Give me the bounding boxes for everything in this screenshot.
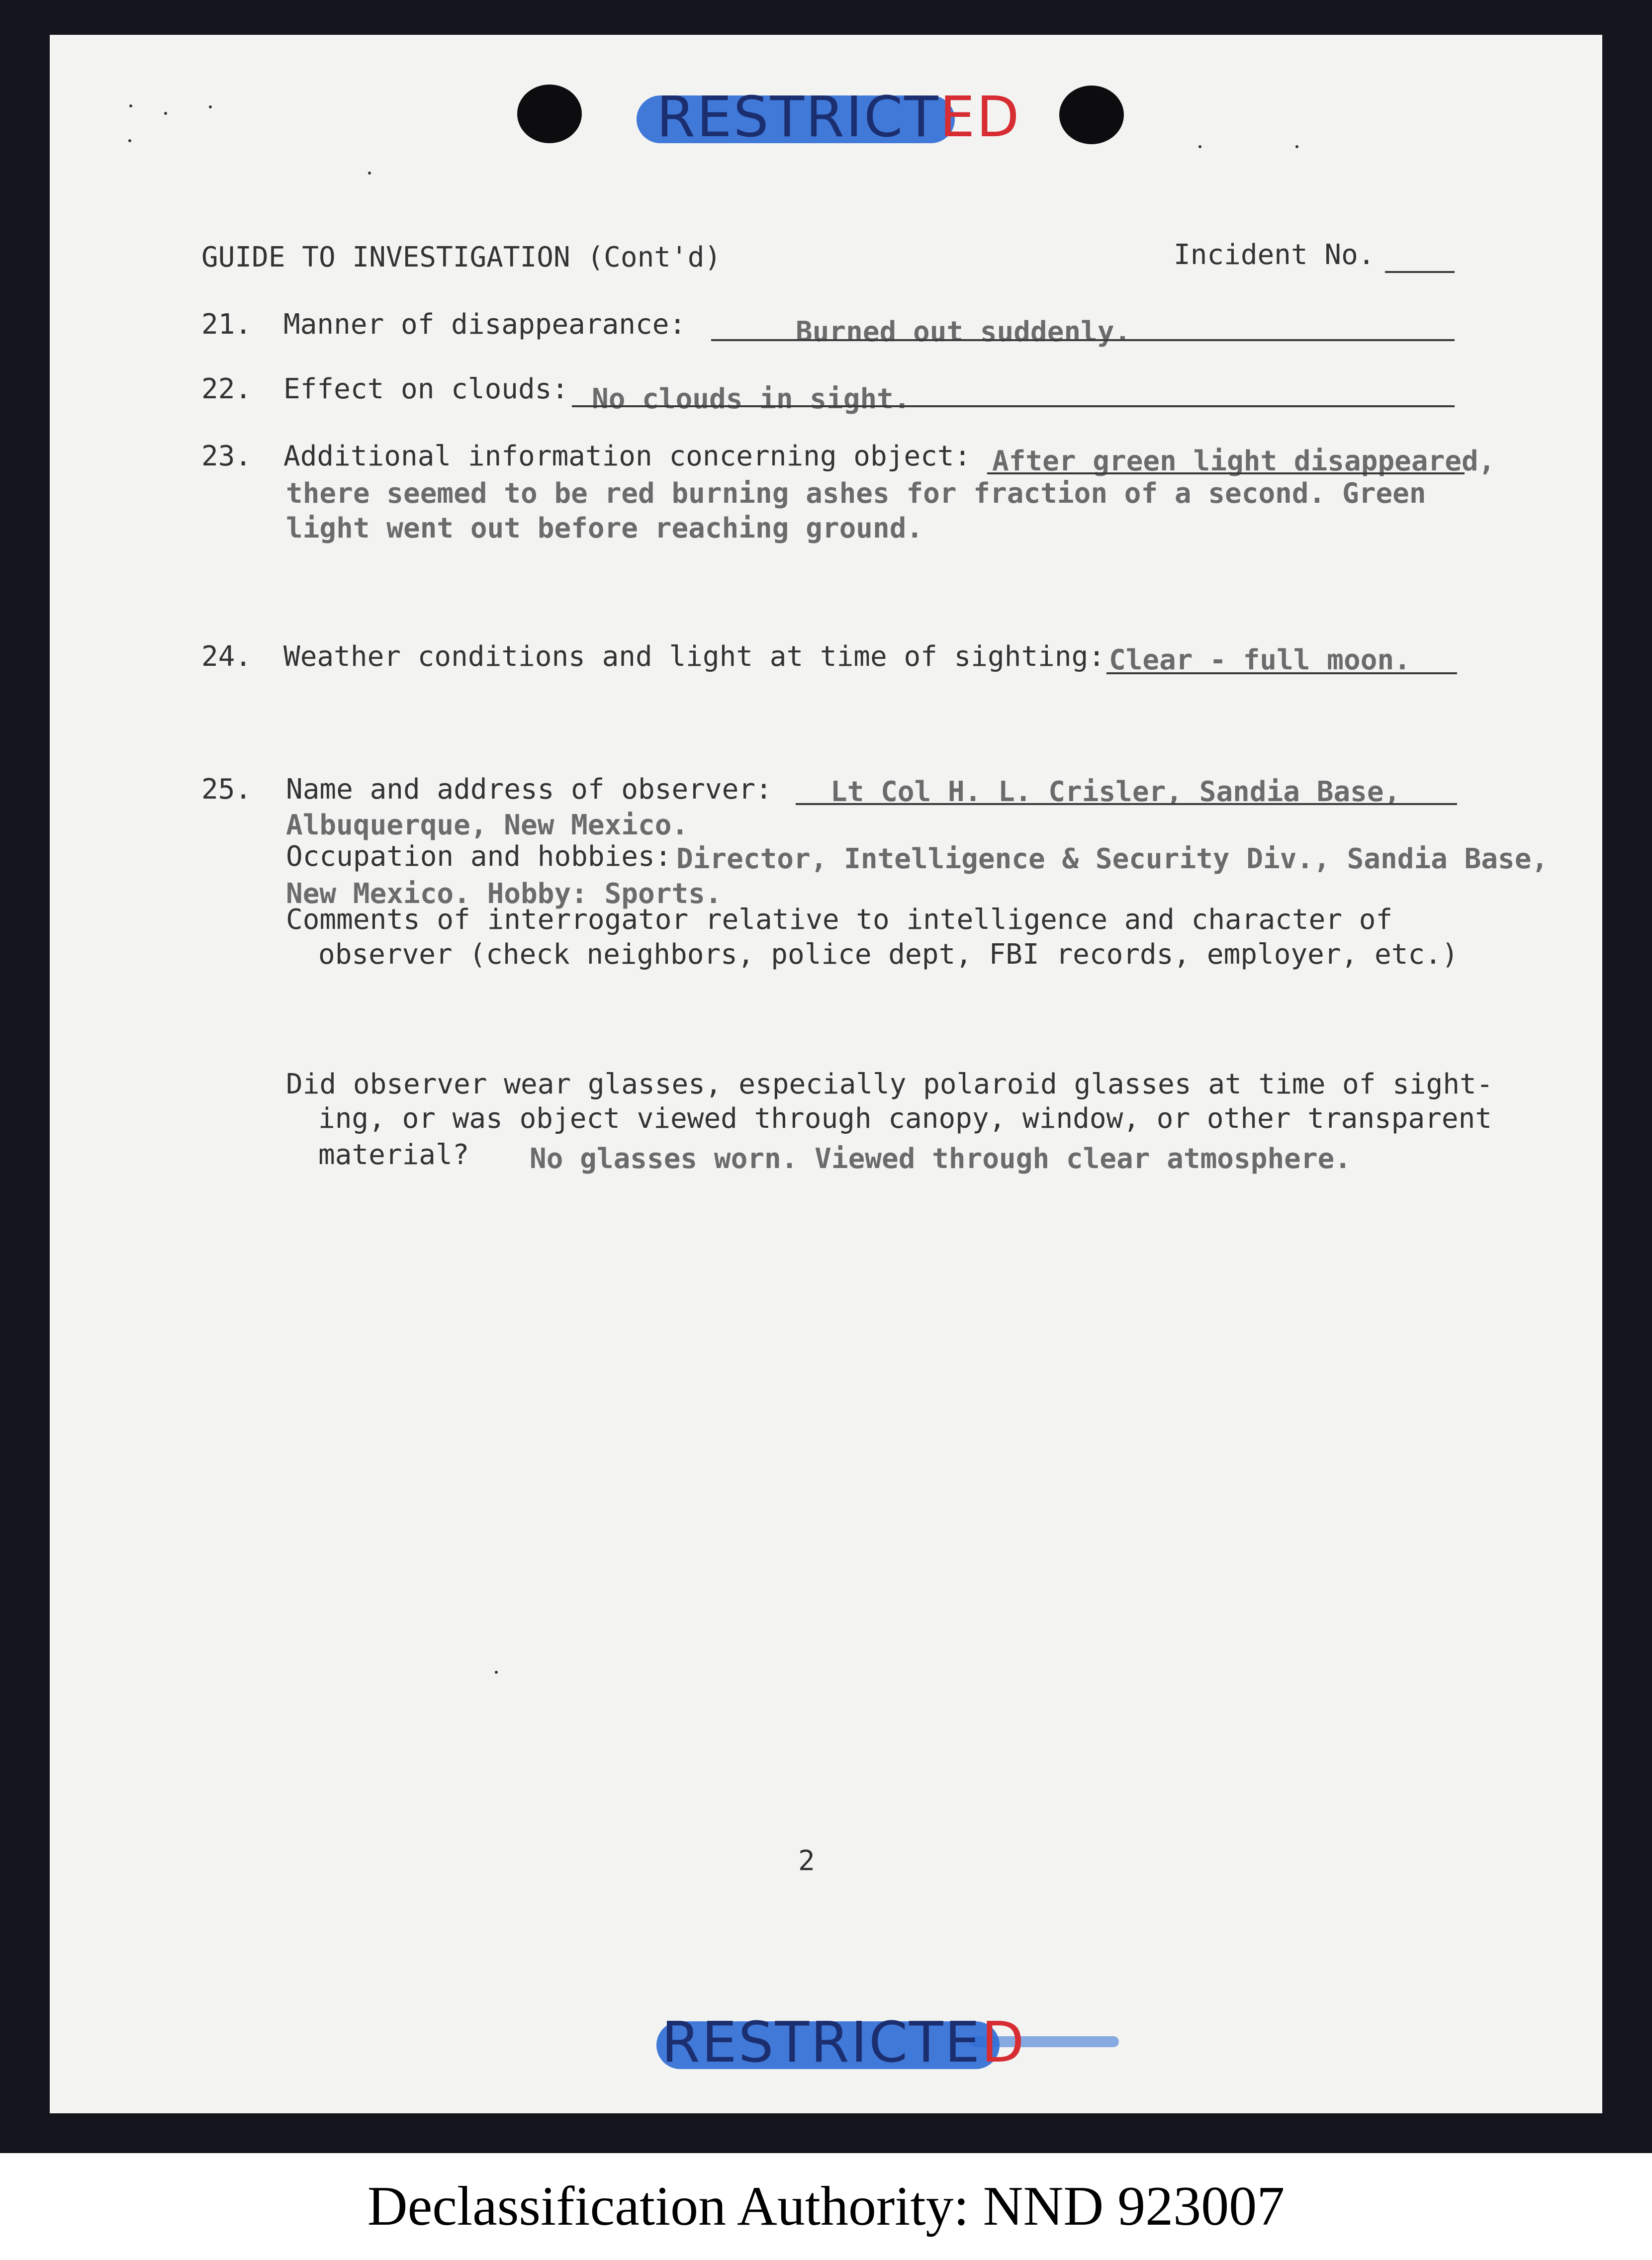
item-answer-25-line2: Albuquerque, New Mexico. bbox=[286, 809, 689, 841]
occupation-answer-line2: New Mexico. Hobby: Sports. bbox=[286, 878, 722, 910]
item-number-25: 25. bbox=[201, 773, 252, 806]
punch-hole-right bbox=[1059, 86, 1124, 144]
speck bbox=[128, 139, 131, 142]
glasses-answer: No glasses worn. Viewed through clear atmosphere. bbox=[530, 1143, 1352, 1175]
item-label-22: Effect on clouds: bbox=[283, 373, 569, 405]
stamp-text-red: D bbox=[981, 2010, 1026, 2075]
glasses-question-line1: Did observer wear glasses, especially polaroid glasses at time of sight- bbox=[286, 1068, 1493, 1100]
speck bbox=[495, 1671, 498, 1674]
occupation-answer-line1: Director, Intelligence & Security Div., Sandia Base, bbox=[676, 843, 1549, 875]
speck bbox=[368, 172, 371, 175]
glasses-question-line3: material? bbox=[318, 1139, 469, 1171]
item-answer-22: No clouds in sight. bbox=[592, 383, 911, 415]
stamp-text bbox=[661, 2010, 1026, 2075]
stamp-text-red: ED bbox=[939, 85, 1021, 150]
item-label-25: Name and address of observer: bbox=[286, 773, 772, 806]
item-answer-21: Burned out suddenly. bbox=[796, 316, 1131, 348]
speck bbox=[1295, 145, 1298, 148]
stamp-text-blue: RESTRICT bbox=[656, 85, 940, 150]
answer-line-23 bbox=[987, 472, 1465, 474]
speck bbox=[164, 112, 167, 115]
declassification-footer: Declassification Authority: NND 923007 bbox=[367, 2175, 1285, 2237]
speck bbox=[209, 105, 212, 108]
item-number-22: 22. bbox=[201, 373, 252, 405]
stamp-text-blue: RESTRICTE bbox=[661, 2010, 982, 2075]
item-number-24: 24. bbox=[201, 640, 252, 673]
answer-line-24 bbox=[1106, 672, 1457, 674]
speck bbox=[1198, 145, 1201, 148]
comments-label-line2: observer (check neighbors, police dept, FBI records, employer, etc.) bbox=[318, 938, 1459, 971]
restricted-stamp-top bbox=[637, 85, 1021, 150]
comments-label-line1: Comments of interrogator relative to intelligence and character of bbox=[286, 904, 1393, 936]
page-title: GUIDE TO INVESTIGATION (Cont'd) bbox=[201, 241, 722, 273]
speck bbox=[129, 104, 132, 107]
incident-label: Incident No. bbox=[1174, 239, 1375, 271]
answer-line-21 bbox=[711, 339, 1455, 341]
item-number-21: 21. bbox=[201, 308, 252, 341]
item-answer-23-line2: there seemed to be red burning ashes for fraction of a second. Green bbox=[286, 477, 1426, 510]
restricted-stamp-bottom bbox=[651, 2009, 1124, 2074]
answer-line-22 bbox=[572, 405, 1455, 407]
occupation-label: Occupation and hobbies: bbox=[286, 840, 672, 873]
item-answer-25-line1: Lt Col H. L. Crisler, Sandia Base, bbox=[830, 776, 1401, 808]
incident-blank bbox=[1385, 271, 1455, 273]
item-answer-23-line3: light went out before reaching ground. bbox=[286, 512, 923, 544]
answer-line-25 bbox=[796, 803, 1457, 805]
stamp-text bbox=[656, 85, 1021, 150]
page-number: 2 bbox=[798, 1845, 815, 1877]
item-answer-23-line1: After green light disappeared, bbox=[992, 445, 1495, 477]
item-label-24: Weather conditions and light at time of sighting: bbox=[283, 640, 1105, 673]
item-number-23: 23. bbox=[201, 440, 252, 472]
item-answer-24: Clear - full moon. bbox=[1109, 644, 1411, 676]
item-label-23: Additional information concerning object: bbox=[283, 440, 971, 472]
glasses-question-line2: ing, or was object viewed through canopy, window, or other transparent bbox=[318, 1102, 1492, 1135]
item-label-21: Manner of disappearance: bbox=[283, 308, 686, 341]
punch-hole-left bbox=[517, 85, 582, 143]
